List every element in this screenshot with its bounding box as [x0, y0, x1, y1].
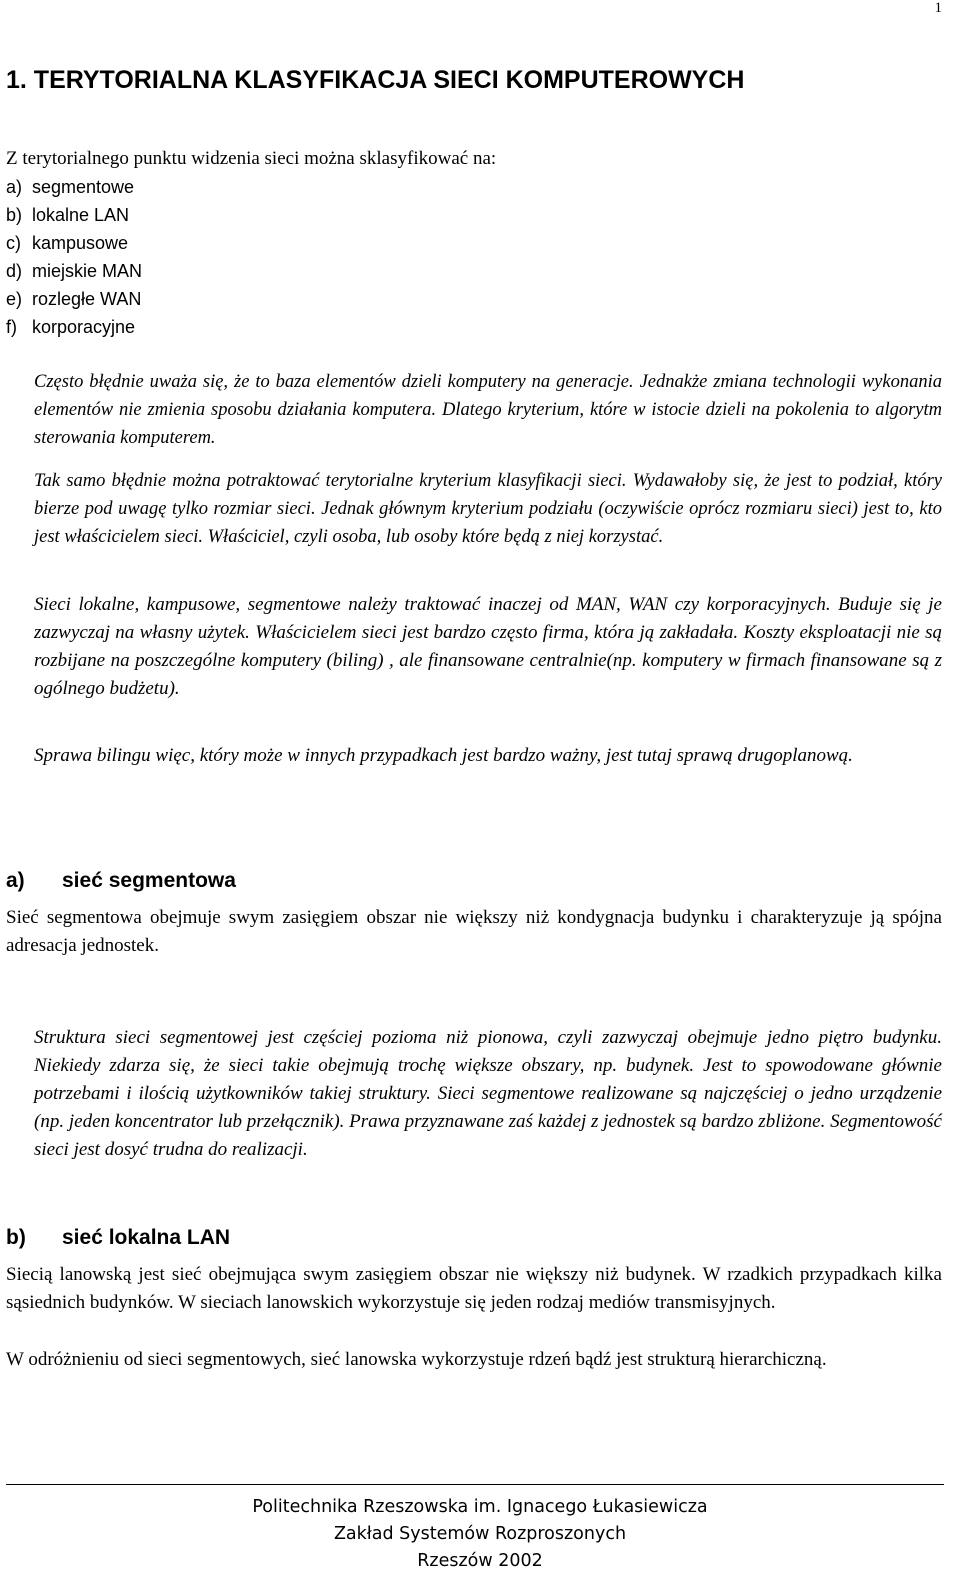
page-number: 1: [934, 0, 942, 16]
list-marker: d): [6, 261, 23, 281]
section-letter: b): [6, 1226, 26, 1249]
list-item: [6, 313, 142, 341]
footer-place-year: Rzeszów 2002: [417, 1551, 543, 1571]
note-paragraph-local-networks: Sieci lokalne, kampusowe, segmentowe należy traktować inaczej od MAN, WAN czy korporacyjnych. Buduje się je zazwyczaj na własny użytek. Właścicielem sieci jest bardzo często firma, która ją zakładała. Koszty eksploatacji nie są rozbijane na poszczególne komputery (biling) , ale finansowane centralnie(np. komputery w firmach finansowane są z ogólnego budżetu).: [34, 594, 942, 699]
list-item: [6, 201, 142, 229]
classification-list: [6, 173, 142, 341]
note-paragraph-billing: Sprawa bilingu więc, który może w innych przypadkach jest bardzo ważny, jest tutaj sprawą drugoplanową.: [34, 745, 853, 766]
list-item-label: rozległe WAN: [32, 289, 142, 309]
list-item-label: lokalne LAN: [32, 205, 130, 225]
footer-university: Politechnika Rzeszowska im. Ignacego Łukasiewicza: [252, 1497, 708, 1517]
intro-text: Z terytorialnego punktu widzenia sieci można sklasyfikować na:: [6, 148, 497, 169]
list-marker: f): [6, 317, 17, 337]
section-b-body-continued: W odróżnieniu od sieci segmentowych, sieć lanowska wykorzystuje rdzeń bądź jest strukturą hierarchiczną.: [6, 1349, 827, 1370]
section-heading-lan: [6, 1226, 230, 1250]
footer-divider: [6, 1484, 944, 1485]
section-a-body: Sieć segmentowa obejmuje swym zasięgiem obszar nie większy niż kondygnacja budynku i charakteryzuje ją spójna adresacja jednostek.: [6, 907, 942, 956]
note-paragraph-generations: Często błędnie uważa się, że to baza elementów dzieli komputery na generacje. Jednakże zmiana technologii wykonania elementów nie zmienia sposobu działania komputera. Dlatego kryterium, które w istocie dzieli na pokolenia to algorytm sterowania komputerem.: [34, 372, 942, 448]
list-item: [6, 173, 142, 201]
chapter-title: 1. TERYTORIALNA KLASYFIKACJA SIECI KOMPUTEROWYCH: [6, 66, 745, 94]
list-item-label: miejskie MAN: [32, 261, 143, 281]
section-b-body: Siecią lanowską jest sieć obejmująca swym zasięgiem obszar nie większy niż budynek. W rzadkich przypadkach kilka sąsiednich budynków. W sieciach lanowskich wykorzystuje się jeden rodzaj mediów transmisyjnych.: [6, 1264, 942, 1313]
list-marker: b): [6, 205, 23, 225]
note-paragraph-ownership: Tak samo błędnie można potraktować terytorialne kryterium klasyfikacji sieci. Wydawałoby się, że jest to podział, który bierze pod uwagę tylko rozmiar sieci. Jednak głównym kryterium podziału (oczywiście oprócz rozmiaru sieci) jest to, kto jest właścicielem sieci. Właściciel, czyli osoba, lub osoby które będą z niej korzystać.: [34, 471, 942, 547]
list-marker: c): [6, 233, 21, 253]
list-marker: e): [6, 289, 23, 309]
section-heading-segment: [6, 869, 236, 893]
list-item-label: segmentowe: [32, 177, 135, 197]
list-marker: a): [6, 177, 23, 197]
footer-department: Zakład Systemów Rozproszonych: [333, 1524, 627, 1544]
list-item-label: korporacyjne: [32, 317, 136, 337]
list-item: [6, 257, 142, 285]
section-title: sieć lokalna LAN: [62, 1226, 231, 1249]
footer: [0, 1494, 960, 1575]
section-a-note: Struktura sieci segmentowej jest częściej pozioma niż pionowa, czyli zazwyczaj obejmuje jedno piętro budynku. Niekiedy zdarza się, że sieci takie obejmują trochę większe obszary, np. budynek. Jest to spowodowane głównie potrzebami i ilością użytkowników takiej struktury. Sieci segmentowe realizowane są najczęściej o jedno urządzenie (np. jeden koncentrator lub przełącznik). Prawa przyznawane zaś każdej z jednostek są bardzo zbliżone. Segmentowość sieci jest dosyć trudna do realizacji.: [34, 1027, 942, 1160]
list-item-label: kampusowe: [32, 233, 129, 253]
section-letter: a): [6, 869, 25, 892]
section-title: sieć segmentowa: [62, 869, 236, 892]
list-item: [6, 229, 142, 257]
list-item: [6, 285, 142, 313]
